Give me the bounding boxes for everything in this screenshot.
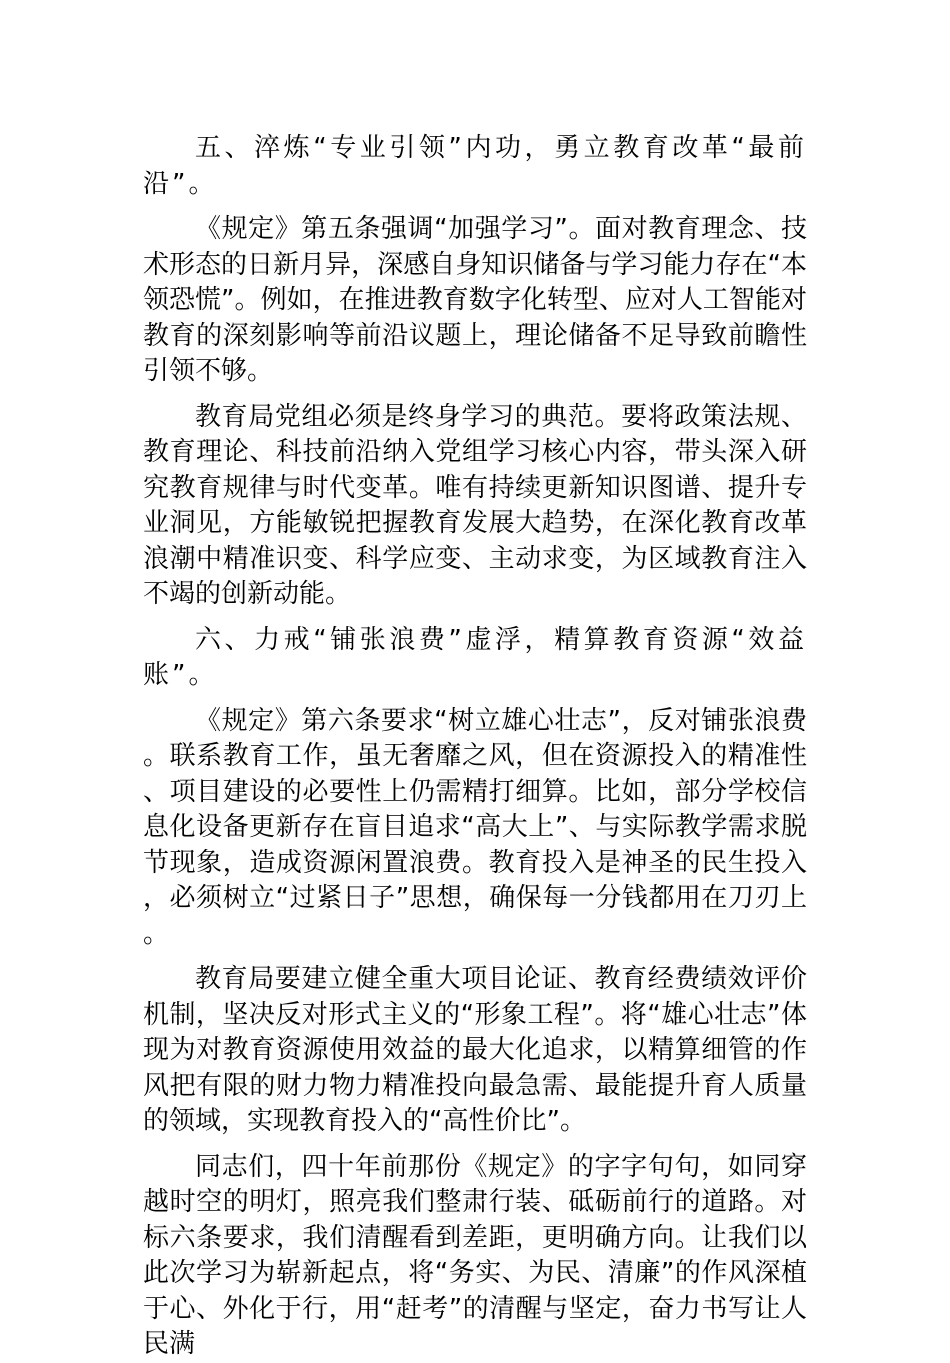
paragraph-closing: 同志们，四十年前那份《规定》的字字句句，如同穿越时空的明灯，照亮我们整肃行装、砥砺前行的道路。对标六条要求，我们清醒看到差距，更明确方向。让我们以此次学习为崭新起点，将“务实、为民、清廉”的作风深植于心、外化于行，用“赶考”的清醒与坚定，奋力书写让人民满 — [143, 1151, 807, 1359]
paragraph-section-six-measure: 教育局要建立健全重大项目论证、教育经费绩效评价机制，坚决反对形式主义的“形象工程”。将“雄心壮志”体现为对教育资源使用效益的最大化追求，以精算细管的作风把有限的财力物力精准投向最急需、最能提升育人质量的领域，实现教育投入的“高性价比”。 — [143, 964, 807, 1136]
section-six-heading: 六、力戒“铺张浪费”虚浮，精算教育资源“效益账”。 — [143, 624, 807, 690]
section-five-heading: 五、淬炼“专业引领”内功，勇立教育改革“最前沿”。 — [143, 133, 807, 199]
paragraph-section-six-problem: 《规定》第六条要求“树立雄心壮志”，反对铺张浪费。联系教育工作，虽无奢靡之风，但在资源投入的精准性、项目建设的必要性上仍需精打细算。比如，部分学校信息化设备更新存在盲目追求“高大上”、与实际教学需求脱节现象，造成资源闲置浪费。教育投入是神圣的民生投入，必须树立“过紧日子”思想，确保每一分钱都用在刀刃上。 — [143, 705, 807, 949]
document-body — [143, 131, 807, 1363]
paragraph-section-five-problem: 《规定》第五条强调“加强学习”。面对教育理念、技术形态的日新月异，深感自身知识储备与学习能力存在“本领恐慌”。例如，在推进教育数字化转型、应对人工智能对教育的深刻影响等前沿议题上，理论储备不足导致前瞻性引领不够。 — [143, 214, 807, 386]
paragraph-section-five-measure: 教育局党组必须是终身学习的典范。要将政策法规、教育理论、科技前沿纳入党组学习核心内容，带头深入研究教育规律与时代变革。唯有持续更新知识图谱、提升专业洞见，方能敏锐把握教育发展大趋势，在深化教育改革浪潮中精准识变、科学应变、主动求变，为区域教育注入不竭的创新动能。 — [143, 401, 807, 609]
